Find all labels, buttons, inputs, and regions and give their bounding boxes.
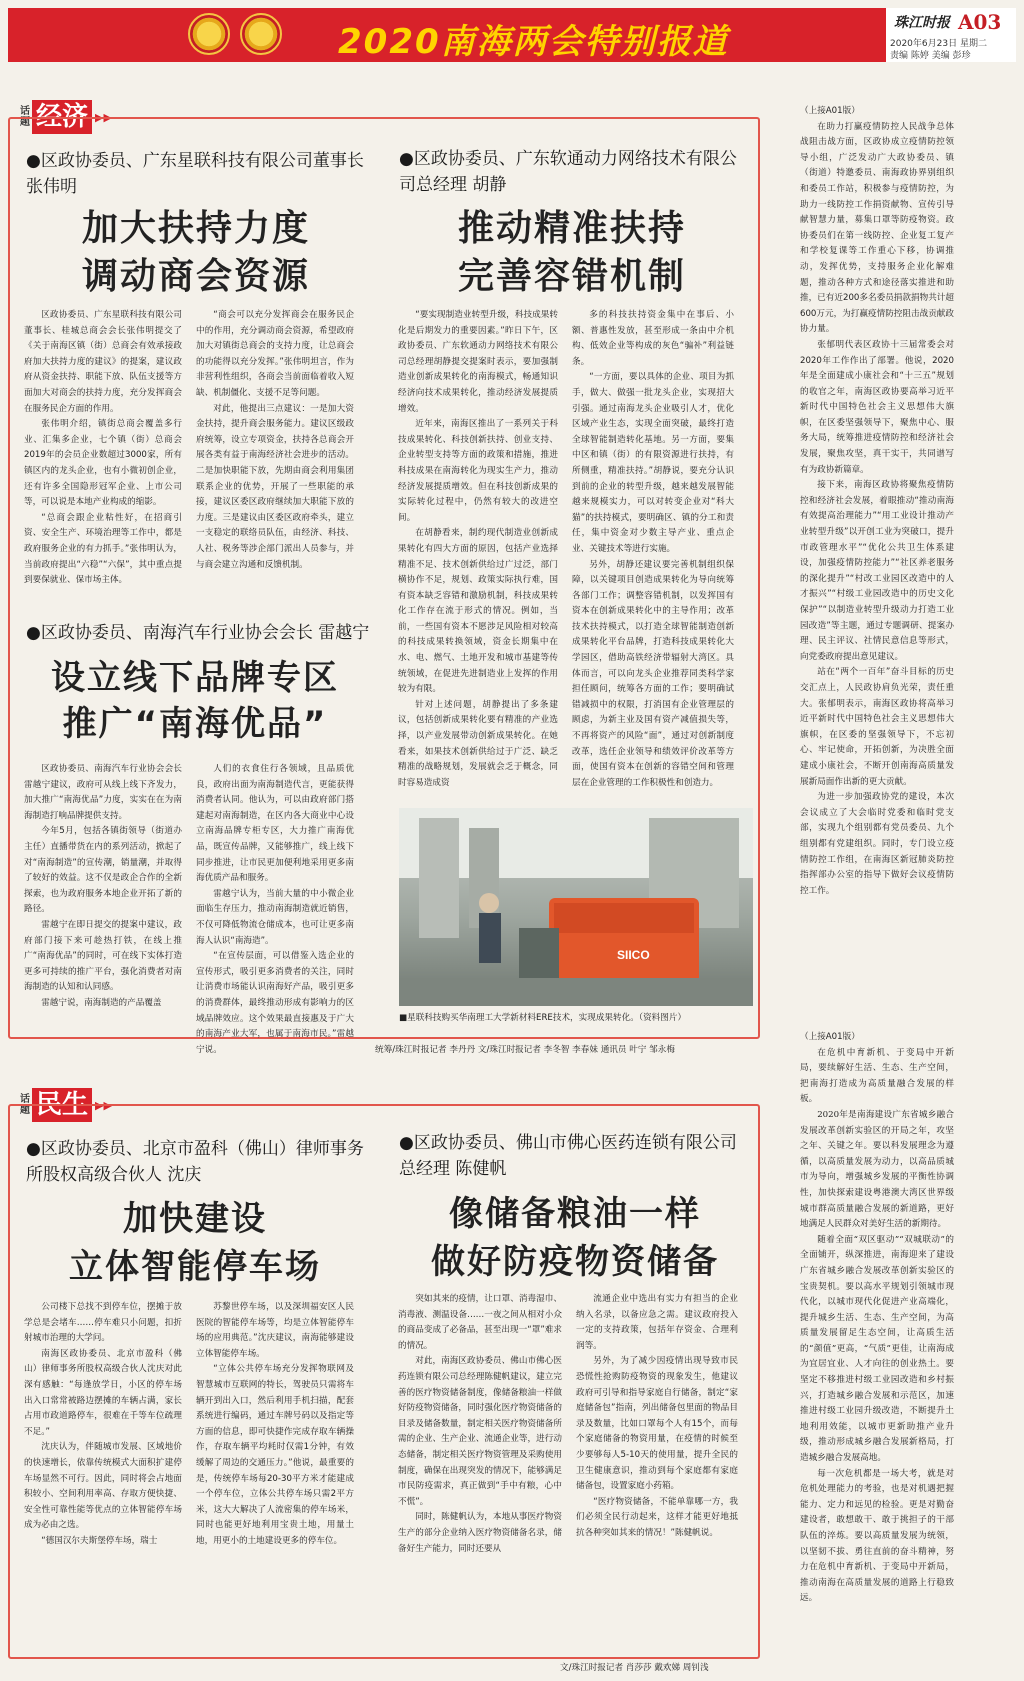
paragraph: 张伟明介绍，镇街总商会覆盖多行业、汇集多企业，七个镇（街）总商会2019年的会员企业数超过3000家，所有镇区内的龙头企业，也有小微初创企业，还有许多全国隐形冠军企业、上市公司等，可以说是本地产业构成的缩影。 bbox=[24, 419, 182, 508]
paragraph: 每一次危机都是一场大考，就是对危机处理能力的考验，也是对机遇把握能力、定力和远见的检验。更是对勤奋建设者，敢想敢干、敢于挑担子的干部队伍的淬炼。要以高质量发展为统领，以坚韧不拔、勇往直前的奋斗精神，努力在危机中育新机、于变局中开新局，推动南海在高质量发展的道路上行稳致远。 bbox=[800, 1468, 954, 1604]
paragraph: 张郁明代表区政协十三届常委会对2020年工作作出了部署。他说，2020年是全面建成小康社会和“十三五”规划的收官之年，南海区政协要高举习近平新时代中国特色社会主义思想伟大旗帜，在区委坚强领导下，聚焦中心、服务大局，统筹推进疫情防控和经济社会发展，聚焦攻坚，真干实干，共同谱写有为政协新篇章。 bbox=[800, 339, 954, 475]
paragraph: 2020年是南海建设广东省城乡融合发展改革创新实验区的开局之年，攻坚之年、关键之年。要以科发展理念为遵循，以高质量发展为动力，以高品质城市为导向，增强城乡发展的平衡性协调性，加快探索建设粤港澳大湾区世界级城市群高质量融合发展的新道路，更好地满足人民群众对美好生活的新期待。 bbox=[800, 1109, 954, 1230]
headline-line: 推动精准扶持 bbox=[457, 208, 686, 249]
paragraph: “要实现制造业转型升级，科技成果转化是后期发力的重要因素。”昨日下午，区政协委员、广东软通动力网络技术有限公司总经理胡静提交提案时表示，要加强制造业创新成果转化的南海模式，畅通知识经济向技术成果转化，推动经济发展提质增效。 bbox=[398, 310, 558, 414]
article-column bbox=[196, 762, 354, 1055]
section-tag-label: 民生 bbox=[32, 1088, 92, 1122]
national-emblem-icon bbox=[188, 13, 230, 55]
headline-line: 设立线下品牌专区 bbox=[51, 658, 339, 698]
paragraph: 站在“两个一百年”奋斗目标的历史交汇点上，人民政协肩负光荣，责任重大。张郁明表示，南海区政协将高举习近平新时代中国特色社会主义思想伟大旗帜，在区委的坚强领导下，不忘初心、牢记使命，开拓创新，为决胜全面建成小康社会，不断开创南海高质量发展新局面作出新的更大贡献。 bbox=[800, 667, 954, 787]
paragraph: 区政协委员、广东星联科技有限公司董事长、桂城总商会会长张伟明提交了《关于南海区镇（街）总商会有效承接政府加大扶持力度的建议》的提案，建议政府从资金扶持、职能下放、队伍支援等方面加大对商会的扶持力度，充分发挥商会在服务民企方面的作用。 bbox=[24, 310, 182, 414]
article-column bbox=[196, 308, 354, 604]
paragraph: 另外，胡静还建议要完善机制组织保障，以关键项目创造成果转化为导向统筹各部门工作；调整容错机制，以发挥国有资本在创新成果转化中的主导作用；改革技术扶持模式，以打造全球智能制造创新成果转化平台品牌，打造科技成果转化大学园区，借助高铁经济带辐射大湾区。具体而言，可以向龙头企业推荐同类科学家担任顾问，统筹各方面的工作；要明确试错减损中的权限，打消国有企业管理层的顾虑，为新主业及国有资产减值损失等，不再将资产的风险“面”，通过对创新制度改革，选任企业领导和绩效评价改革等方面，使国有资本在创新的容错空间和管理层在企业管理的工作积极性和创造力。 bbox=[572, 559, 734, 788]
paragraph: 流通企业中选出有实力有担当的企业纳入名录，以备应急之需。建议政府投入一定的支持政策，包括年存资金、合理利润等。 bbox=[576, 1294, 738, 1351]
article-column bbox=[572, 308, 734, 798]
headline-line: 推广“南海优品” bbox=[62, 704, 328, 744]
article-column bbox=[196, 1300, 354, 1640]
page-number: A03 bbox=[958, 10, 1002, 34]
page-title: 2020南海两会特别报道 bbox=[338, 22, 729, 62]
sidebar-column-top bbox=[800, 104, 954, 1004]
paragraph: 在危机中育新机、于变局中开新局，要续解好生活、生态、生产空间，把南海打造成为高质量融合发展的样板。 bbox=[800, 1047, 954, 1105]
paragraph: 雷越宁在即日提交的提案中建议，政府部门接下来可趁热打铁，在线上推广“南海优品”的同时，可在线下实体打造更多可持续的推广平台，强化消费者对南海制造的认知和认同感。 bbox=[24, 919, 182, 993]
masthead-box bbox=[886, 8, 1016, 62]
paragraph: 针对上述问题，胡静提出了多条建议，包括创新成果转化要有精准的产业选择，以产业发展带动创新成果转化。在她看来，如果技术创新供给过于广泛、缺乏精准的战略规划，发展就会乏于概念，同时容易造成资 bbox=[398, 699, 558, 788]
paragraph: 在胡静看来，制约现代制造业创新成果转化有四大方面的原因，包括产业选择精准不足、技术创新供给过广过泛，部门横协作不足，规划、政策实际执行难，国有资本缺乏容错和激励机制，科技成果转化工作存在流于形式的情况。例如，当前，一些国有资本不愿涉足风险相对较高的科技成果转换领域，资金长期集中在水、电、燃气、土地开发和城市基建等传统领域，在促进先进制造业上发挥的作用较为有限。 bbox=[398, 528, 558, 695]
paragraph: 近年来，南海区推出了一系列关于科技成果转化、科技创新扶持、创业支持、企业转型支持等方面的政策和措施，推进科技成果在南海转化为现实生产力，推动经济发展提质增效。但在科技创新成果的实际转化过程中，仍然有较大的改进空间。 bbox=[398, 419, 558, 523]
article-headline bbox=[20, 1195, 370, 1291]
photo-caption: ■星联科技购买华南理工大学新材料ERE技术，实现成果转化。（资料图片） bbox=[399, 1013, 687, 1023]
arrow-icon: ▶▶ bbox=[95, 1098, 112, 1112]
paper-name: 珠江时报 bbox=[894, 15, 950, 31]
editors-line: 责编 陈婷 美编 彭珍 bbox=[890, 51, 971, 61]
paragraph: 公司楼下总找不到停车位，摆摊于放学总是会堵车……停车难只小问题，扣折射城市治理的大学问。 bbox=[24, 1302, 182, 1344]
paragraph: “一方面，要以具体的企业、项目为抓手，做大、做强一批龙头企业，实现招大引强。通过南海龙头企业吸引人才，优化区域产业生态，实现全面突破，最终打造全球智能制造转化基地。另一方面，要集中区和镇（街）的有限资源进行扶持，有所侧重，精准扶持。”胡静说，要充分认识到前的企业的转型升级，越来越发展智能越来规模实力，可以对转变企业对“科大猫”的扶持模式，要明确区、镇的分工和责任，集中资金对少数主导产业、重点企业、关键技术等进行实施。 bbox=[572, 372, 734, 554]
paragraph: 雷越宁认为，当前大量的中小微企业面临生存压力，推动南海制造就近销售，不仅可降低物流仓储成本，也可让更多南海人认识“南海造”。 bbox=[196, 888, 354, 946]
paragraph: 为进一步加强政协党的建设，本次会议成立了大会临时党委和临时党支部，实现九个组别都有党员委员、九个组别都有党建组织。同时，专门设立疫情防控工作组，在南海区新冠肺炎防控指挥部办公室的指导下做好会议疫情防控工作。 bbox=[800, 792, 954, 896]
article-credit: 统筹/珠江时报记者 李丹丹 文/珠江时报记者 李冬智 李春妹 通讯员 叶宁 邹永梅 bbox=[375, 1045, 675, 1055]
article-headline bbox=[20, 655, 370, 747]
headline-line: 加大扶持力度 bbox=[81, 208, 310, 249]
factory-photo bbox=[399, 808, 753, 1006]
paragraph: “商会可以充分发挥商会在服务民企中的作用，充分调动商会资源，希望政府加大对镇街总商会的支持力度，让总商会的功能得以充分发挥。”张伟明坦言，作为非营利性组织，各商会当前面临着收入短缺、机制僵化、支援不足等问题。 bbox=[196, 310, 354, 398]
paragraph: 另外，为了减少因疫情出现导致市民恐慌性抢购防疫物资的现象发生，他建议政府可引导和指导家庭自行储备，制定“家庭储备包”指南，列出储备包里面的物品目录及数量，比如口罩每个人有15个，而每个家庭储备的物资用量，在疫情的时候至少要够每人5-10天的使用量，提升全民的卫生健康意识，推动到每个家庭都有家庭储备包，设置家庭小药箱。 bbox=[576, 1356, 738, 1492]
paragraph: “在宣传层面，可以借鉴入选企业的宣传形式，吸引更多消费者的关注，同时让消费市场能认识南海好产品，吸引更多的消费群体，最终推动形成有影响力的区域品牌效应。这个效果最直接惠及于广大的南海产业大军，也属于南海市民。”雷越宁说。 bbox=[196, 951, 354, 1055]
issue-date: 2020年6月23日 星期二 bbox=[890, 39, 987, 49]
paragraph: 苏黎世停车场，以及深圳福安区人民医院的智能停车场等，均是立体智能停车场的应用典范。”沈庆建议，南海能够建设立体智能停车场。 bbox=[196, 1302, 354, 1359]
paragraph: 突如其来的疫情，让口罩、消毒湿巾、消毒液、测温设备……一夜之间从相对小众的商品变成了必备品，甚至出现一“罩”难求的情况。 bbox=[398, 1294, 562, 1351]
article-byline: ●区政协委员、广东星联科技有限公司董事长张伟明 bbox=[26, 151, 364, 197]
article-byline: ●区政协委员、南海汽车行业协会会长 雷越宁 bbox=[26, 623, 370, 643]
factory-machine-image bbox=[399, 808, 753, 1006]
paragraph: 人们的衣食住行各领域，且品质优良，政府出面为南海制造代言，更能获得消费者认同。他认为，可以由政府部门搭建起对南海制造，在区内各大商业中心设立南海品牌专柜专区，大力推广南海优品，既宣传品牌，又能够推广，线上线下同步推进，让市民更加便利地采用更多南海优质产品和服务。 bbox=[196, 764, 354, 884]
paragraph: 南海区政协委员、北京市盈科（佛山）律师事务所股权高级合伙人沈庆对此深有感触：“每逢放学日，小区的停车场出入口常常被路边摆摊的车辆占满，家长占用市政道路停车，很难在千等车位疏理不足。” bbox=[24, 1348, 182, 1437]
article-column bbox=[576, 1292, 738, 1637]
paragraph: 对此，南海区政协委员、佛山市佛心医药连锁有限公司总经理陈健帆建议，建立完善的医疗物资储备制度，像储备粮油一样做好防疫物资储备，同时强化医疗物资储备的目录及储备数量，制定相关医疗物资储备所需的企业、生产企业、流通企业等，进行动态储备，制定相关医疗物资管理及采购使用制度，确保在出现突发的情况下，能够满足市民防疫需求，真正做到“手中有粮，心中不慌”。 bbox=[398, 1356, 562, 1507]
paragraph: 区政协委员、南海汽车行业协会会长雷越宁建议，政府可从线上线下齐发力，加大推广“南海优品”力度，实实在在为南海制造打响品牌提供支持。 bbox=[24, 764, 182, 821]
article-column bbox=[24, 308, 182, 604]
section-tag-small: 话题 bbox=[20, 1094, 30, 1116]
paragraph: 同时，陈健帆认为，本地从事医疗物资生产的部分企业纳入医疗物资储备名录，储备好生产能力，同时还要从 bbox=[398, 1512, 562, 1554]
article-headline bbox=[26, 205, 366, 301]
paragraph: “立体公共停车场充分发挥物联网及智慧城市互联网的特长，驾驶员只需将车辆开到出入口，然后利用手机扫描，配套系统进行编码，通过车牌号码以及指定等方面的信息，即可快捷作完成存取车辆操作，存取车辆平均耗时仅需1分钟，有效缓解了周边的交通压力。”他说，最重要的是，传统停车场每20-30平方米才能建成一个停车位，立体公共停车场只需2平方米，这大大解决了人流密集的停车场米，同时也能更好地利用宝贵土地，用量土地，用更小的土地建设更多的停车位。 bbox=[196, 1364, 354, 1546]
paragraph: 在助力打赢疫情防控人民战争总体战阻击战方面，区政协成立疫情防控领导小组，广泛发动广大政协委员、镇（街道）特邀委员、南海政协界别组织和委员工作站，积极参与疫情防控，为助力一线防控工作捐资献物、宣传引导献智慧力量，募集口罩等防疫物资。政协委员们在第一线防控、企业复工复产和学校复课等工作重心下移，协调推动，发挥优势，支持服务企业化解难题，推动各种方式和途径落实推进和助推，已有近200多名委员捐款捐物共计超600万元，为打赢疫情防控阻击战贡献政协力量。 bbox=[800, 121, 954, 335]
paragraph: “医疗物资储备，不能单靠哪一方，我们必须全民行动起来，这样才能更好地抵抗各种突如其来的情况！”陈健帆说。 bbox=[576, 1496, 738, 1538]
paragraph: “总商会跟企业粘性好，在招商引资、安全生产、环境治理等工作中，都是政府服务企业的有力抓手。”张伟明认为，当前政府提出“六稳”“六保”，其中重点提到要保就业、保市场主体。 bbox=[24, 512, 182, 586]
continued-from-label: （上接A01版） bbox=[800, 106, 860, 116]
article-column bbox=[24, 1300, 182, 1640]
paragraph: “德国汉尔夫斯堡停车场，瑞士 bbox=[41, 1535, 158, 1546]
sidebar-column-bottom bbox=[800, 1030, 954, 1660]
paragraph: 对此，他提出三点建议：一是加大资金扶持，提升商会服务能力。建议区级政府统筹，设立专项资金，扶持各总商会开展各类有益于南海经济社会进步的活动。二是加快职能下放，先期由商会利用集团联系企业的优势，开展了一些职能的承接，建议区委区政府继续加大职能下放的力度。三是建议由区委区政府牵头，建立一支稳定的联络员队伍，由经济、科技、人社、税务等涉企部门派出人员参与，并与商会建立沟通和反馈机制。 bbox=[196, 403, 354, 570]
page-header bbox=[8, 8, 1016, 62]
article-column bbox=[398, 1292, 562, 1637]
article-column bbox=[24, 762, 182, 1026]
paragraph: 随着全面“双区驱动”“双城联动”的全面铺开，纵深推进，南海迎来了建设广东省城乡融合发展改革创新实验区的宝贵契机。要以高水平规划引领城市现代化，以城市现代化促进产业高端化，提升城乡生活、生态、生产空间，为高质量发展留足生态空间，让高质生活的“颜值”更高，“气质”更佳，让南海成为宜居宜业、人才向往的创业热土。要坚定不移推进村级工业园改造和乡村振兴，打造城乡融合发展和示范区，加速推进村级工业园升级改造，不断提升土地利用效能，以城市更新助推产业升级，推动形成城乡融合发展新格局，打造城乡融合发展高地。 bbox=[800, 1234, 954, 1464]
article-credit: 文/珠江时报记者 肖莎莎 戴欢娣 周钊浅 bbox=[560, 1663, 709, 1673]
section-tag-small: 话题 bbox=[20, 106, 30, 128]
headline-line: 完善容错机制 bbox=[457, 256, 686, 297]
headline-line: 做好防疫物资储备 bbox=[431, 1242, 719, 1282]
headline-line: 像储备粮油一样 bbox=[449, 1194, 701, 1234]
cppcc-emblem-icon bbox=[240, 13, 282, 55]
article-column bbox=[398, 308, 558, 798]
article-headline bbox=[395, 1190, 755, 1286]
paragraph: 多的科技扶持资金集中在事后、小额、普惠性发放，甚至形成一条由中介机构、低效企业等构成的灰色“骗补”利益链条。 bbox=[572, 310, 734, 367]
headline-line: 立体智能停车场 bbox=[69, 1247, 321, 1287]
article-byline: ●区政协委员、北京市盈科（佛山）律师事务所股权高级合伙人 沈庆 bbox=[26, 1139, 364, 1185]
paragraph: 今年5月，包括各镇街领导（街道办主任）直播带货在内的系列活动，掀起了对“南海制造”的宣传潮，销量潮，并取得了较好的效益。这不仅是政企合作的全新探索，也为政府服务本地企业开拓了新的路径。 bbox=[24, 826, 182, 915]
headline-line: 加快建设 bbox=[123, 1199, 267, 1239]
arrow-icon: ▶▶ bbox=[95, 110, 112, 124]
article-headline bbox=[399, 205, 745, 301]
headline-line: 调动商会资源 bbox=[81, 256, 310, 297]
article-byline: ●区政协委员、佛山市佛心医药连锁有限公司总经理 陈健帆 bbox=[399, 1133, 737, 1179]
paragraph: 沈庆认为，伴随城市发展、区域地价的快速增长，依靠传统模式大面积扩建停车场显然不可行。因此，同时将会占地面积较小、空间利用率高、存取方便快捷、安全性可靠性能等优点的立体智能停车场成为必由之选。 bbox=[24, 1442, 182, 1531]
continued-from-label: （上接A01版） bbox=[800, 1032, 860, 1042]
section-tag-label: 经济 bbox=[32, 100, 92, 134]
machine-brand-label: SIICO bbox=[617, 948, 650, 962]
article-byline: ●区政协委员、广东软通动力网络技术有限公司总经理 胡静 bbox=[399, 149, 737, 195]
paragraph: 雷越宁说，南海制造的产品覆盖 bbox=[41, 997, 162, 1008]
paragraph: 接下来，南海区政协将聚焦疫情防控和经济社会发展，着眼推动“推动南海有效提高治理能力”“用工业设计推动产业转型升级”以开创工业为突破口，提升市政管理水平”“优化公共卫生体系建设，加强疫情防控能力”“社区养老服务的深化提升”“村改工业园区改造中的人才振兴”“村级工业园改造中的历史文化保护”“以制造业转型升级动力打造工业园改造”等主题，通过专题调研、提案办理、民主评议、社情民意信息等形式，向党委政府提出意见建议。 bbox=[800, 480, 954, 662]
